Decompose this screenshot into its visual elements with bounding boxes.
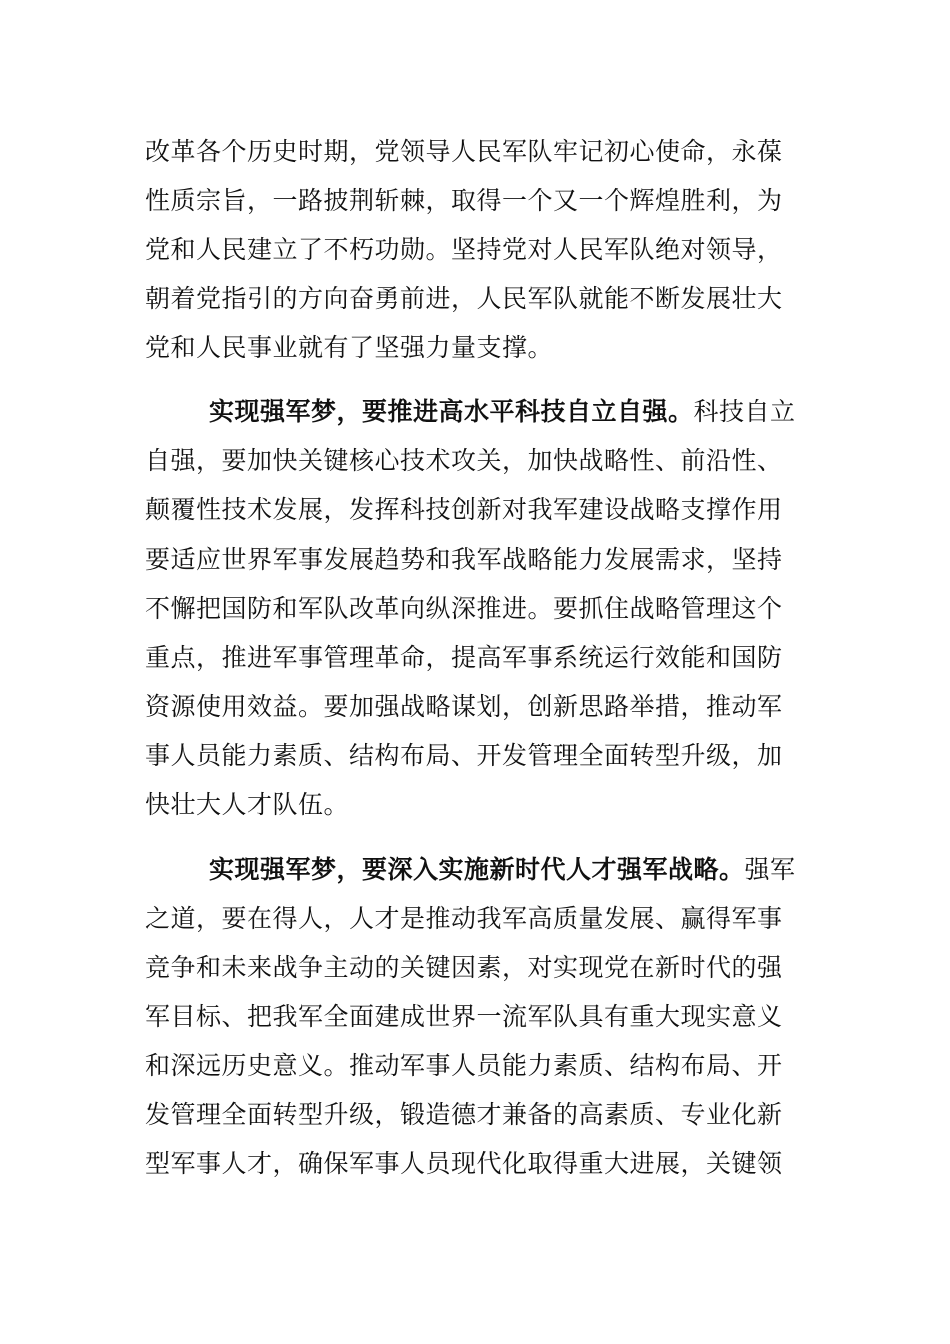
paragraph-line: 和深远历史意义。推动军事人员能力素质、结构布局、开 [145, 1051, 783, 1080]
paragraph-line: 朝着党指引的方向奋勇前进，人民军队就能不断发展壮大 [145, 284, 783, 313]
paragraph-line: 之道，要在得人，人才是推动我军高质量发展、赢得军事 [145, 904, 783, 933]
paragraph-line: 军目标、把我军全面建成世界一流军队具有重大现实意义 [145, 1002, 783, 1031]
paragraph-text: 科技自立 [693, 397, 796, 426]
paragraph-line: 党和人民建立了不朽功勋。坚持党对人民军队绝对领导， [145, 235, 783, 264]
paragraph-line: 发管理全面转型升级，锻造德才兼备的高素质、专业化新 [145, 1100, 783, 1129]
paragraph-line: 自强，要加快关键核心技术攻关，加快战略性、前沿性、 [145, 446, 783, 475]
paragraph-line: 重点，推进军事管理革命，提高军事系统运行效能和国防 [145, 643, 783, 672]
paragraph-line: 不懈把国防和军队改革向纵深推进。要抓住战略管理这个 [145, 594, 783, 623]
paragraph-text: 强军 [744, 855, 796, 884]
paragraph-line: 性质宗旨，一路披荆斩棘，取得一个又一个辉煌胜利，为 [145, 186, 783, 215]
paragraph-heading: 实现强军梦，要深入实施新时代人才强军战略。 [209, 855, 745, 884]
paragraph-line: 事人员能力素质、结构布局、开发管理全面转型升级，加 [145, 741, 783, 770]
paragraph-line: 资源使用效益。要加强战略谋划，创新思路举措，推动军 [145, 692, 783, 721]
paragraph-line: 快壮大人才队伍。 [145, 790, 350, 819]
paragraph-line: 要适应世界军事发展趋势和我军战略能力发展需求，坚持 [145, 545, 783, 574]
paragraph-line: 党和人民事业就有了坚强力量支撑。 [145, 333, 554, 362]
paragraph-line: 颠覆性技术发展，发挥科技创新对我军建设战略支撑作用 [145, 495, 783, 524]
paragraph-heading: 实现强军梦，要推进高水平科技自立自强。 [209, 397, 694, 426]
paragraph-first-line [209, 397, 796, 427]
paragraph-line: 型军事人才，确保军事人员现代化取得重大进展，关键领 [145, 1149, 783, 1178]
paragraph-line: 改革各个历史时期，党领导人民军队牢记初心使命，永葆 [145, 137, 783, 166]
paragraph-first-line [209, 855, 796, 885]
paragraph-line: 竞争和未来战争主动的关键因素，对实现党在新时代的强 [145, 953, 783, 982]
